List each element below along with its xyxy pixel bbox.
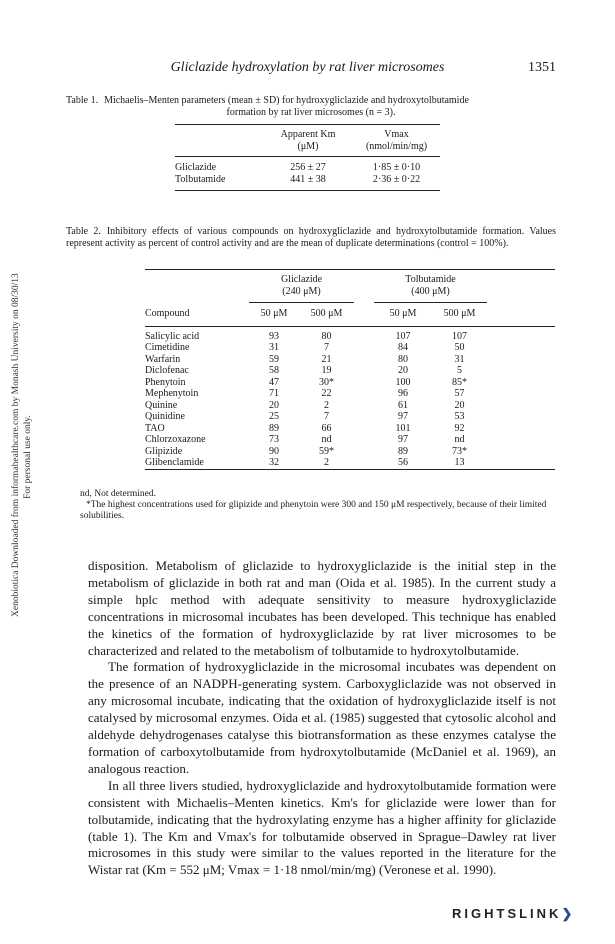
activity-value: 80 — [321, 330, 332, 342]
activity-value: nd — [454, 434, 465, 445]
paragraph-3: In all three livers studied, hydroxygliclazide and hydroxytolbutamide formation were consistent with Michaelis–Menten kinetics. Km's for gliclazide were lower than for tolbutamide, indicating that the hydroxylating enzyme has a higher affinity for gliclazide (table 1). The Km and Vmax's for tolbutamide observed in Sprague–Dawley rat liver microsomes in this study were similar to the values reported in the literature for the Wistar rat (Km = 552 μM; Vmax = 1·18 nmol/min/mg) (Veronese et al. 1990). — [88, 777, 556, 878]
activity-value: 21 — [321, 353, 332, 365]
paragraph-1: disposition. Metabolism of gliclazide to hydroxygliclazide is the initial step in the metabolism of gliclazide in both rat and man (Oida et al. 1985). In the current study a simple hplc method with adequate sensitivity to measure hydroxygliclazide concentrations in microsomal incubates has been developed. This technique has enabled the kinetics of the formation of hydroxygliclazide by rat liver microsomes to be characterized and related to the metabolism of tolbutamide to hydroxytolbutamide. — [88, 558, 556, 658]
activity-value: 56 — [398, 457, 408, 468]
page-number: 1351 — [528, 60, 556, 75]
table1-label: Table 1. — [66, 95, 99, 106]
compound-name: Salicylic acid — [145, 330, 200, 342]
activity-value: 13 — [454, 457, 465, 468]
table-row — [145, 423, 555, 435]
activity-value: 5 — [457, 365, 462, 376]
activity-value: 50 — [454, 342, 465, 353]
activity-value: 22 — [321, 388, 332, 399]
compound-name: Glibenclamide — [145, 457, 204, 468]
activity-value: 32 — [269, 457, 279, 468]
activity-value: 71 — [269, 388, 279, 399]
table2-group-gliclazide-line2: (240 μM) — [282, 285, 321, 297]
activity-value: 84 — [398, 342, 408, 353]
compound-name: Quinidine — [145, 411, 185, 422]
activity-value: 101 — [395, 422, 411, 434]
activity-value: 89 — [398, 445, 408, 457]
side-watermark-line2: For personal use only. — [23, 415, 33, 499]
activity-value: 30* — [319, 376, 334, 388]
activity-value: 31 — [454, 353, 465, 365]
table-row — [145, 388, 555, 400]
side-watermark — [10, 273, 34, 617]
activity-value: 59 — [269, 353, 279, 365]
table-row — [145, 400, 555, 412]
activity-value: 20 — [398, 365, 408, 376]
table2-caption-text: Inhibitory effects of various compounds on hydroxygliclazide and hydroxytolbutamide formation. Values represent activity as percent of control activity and are the mean of duplicate determinations (control = 100%). — [66, 226, 556, 249]
table2-group-gliclazide-line1: Gliclazide — [280, 274, 323, 285]
table1-caption-line2: formation by rat liver microsomes (n = 3). — [226, 107, 396, 118]
activity-value: 31 — [269, 342, 279, 353]
activity-value: 66 — [321, 422, 332, 434]
activity-value: 97 — [398, 411, 408, 422]
table2-body — [145, 331, 555, 470]
activity-value: 47 — [269, 376, 279, 388]
table1-caption-line1: Michaelis–Menten parameters (mean ± SD) for hydroxygliclazide and hydroxytolbutamide — [104, 95, 469, 106]
activity-value: 97 — [398, 434, 408, 445]
activity-value: 85* — [452, 376, 467, 388]
table-row — [145, 457, 555, 469]
activity-value: 19 — [321, 365, 332, 376]
activity-value: 57 — [454, 388, 465, 399]
compound-name: TAO — [145, 422, 165, 434]
table-row — [145, 365, 555, 377]
running-title: Gliclazide hydroxylation by rat liver microsomes — [170, 60, 445, 75]
table1-col-vmax-line1: Vmax — [384, 129, 409, 140]
rightslink-logo[interactable] — [452, 906, 575, 922]
table2-group-tolbutamide-line1: Tolbutamide — [405, 274, 456, 285]
activity-value: 2 — [324, 399, 329, 411]
compound-name: Phenytoin — [145, 376, 186, 388]
table1-caption — [66, 95, 556, 119]
activity-value: 80 — [398, 353, 408, 365]
activity-value: 2 — [324, 457, 329, 468]
activity-value: 7 — [324, 411, 329, 422]
activity-value: 7 — [324, 342, 329, 353]
activity-value: 107 — [395, 330, 411, 342]
chevron-right-icon: ❯ — [561, 906, 576, 921]
compound-name: Chlorzoxazone — [145, 434, 206, 445]
activity-value: 20 — [454, 399, 465, 411]
activity-value: 25 — [269, 411, 279, 422]
activity-value: 90 — [269, 445, 279, 457]
table-row — [145, 354, 555, 366]
table2-compound-header: Compound — [145, 308, 190, 319]
compound-name: Quinine — [145, 399, 178, 411]
compound-name: Cimetidine — [145, 342, 190, 353]
table-row — [145, 377, 555, 389]
table-row — [145, 411, 555, 423]
activity-value: 58 — [269, 365, 279, 376]
paragraph-2: The formation of hydroxygliclazide in the microsomal incubates was dependent on the presence of an NADPH-generating system. Carboxygliclazide was not observed in any microsomal incubate, indicating that the oxidation of hydroxygliclazide itself is not catalysed by microsomal enzymes. Oida et al. (1985) suggested that cytosolic alcohol and aldehyde dehydrogenases catalyse this biotransformation as these enzymes catalyse the formation of carboxytolbutamide from hydroxytolbutamide (McDaniel et al. 1969), an analogous reaction. — [88, 659, 556, 776]
activity-value: 96 — [398, 388, 408, 399]
side-watermark-line1: Xenobiotica Downloaded from informahealthcare.com by Monash University on 08/30/13 — [11, 273, 21, 617]
table-row: Gliclazide 256 ± 27 1·85 ± 0·10 — [175, 157, 440, 174]
table-row: Tolbutamide 441 ± 38 2·36 ± 0·22 — [175, 173, 421, 185]
table2-note-nd: nd, Not determined. — [80, 489, 156, 499]
table2-label: Table 2. — [66, 226, 101, 237]
table1-col-vmax-line2: (nmol/min/mg) — [365, 140, 428, 152]
table-row — [145, 434, 555, 446]
rightslink-logo-text: RIGHTSLINK — [452, 906, 562, 921]
table1-col-km-line1: Apparent Km — [280, 129, 336, 140]
table-row — [145, 331, 555, 343]
table-row — [145, 446, 555, 458]
activity-value: 53 — [454, 411, 465, 422]
activity-value: 107 — [452, 330, 467, 342]
compound-name: Diclofenac — [145, 365, 189, 376]
table1 — [175, 124, 440, 191]
table2-note-star: *The highest concentrations used for glipizide and phenytoin were 300 and 150 μM respectively, because of their limited solubilities. — [80, 500, 547, 521]
body-text — [88, 558, 556, 879]
table2-notes — [80, 489, 560, 522]
table2-caption — [66, 226, 556, 250]
table2-group-tolbutamide-line2: (400 μM) — [411, 285, 450, 297]
table1-col-km-line2: (μM) — [297, 140, 319, 152]
activity-value: 100 — [395, 376, 411, 388]
compound-name: Warfarin — [145, 353, 181, 365]
activity-value: 20 — [269, 399, 279, 411]
compound-name: Mephenytoin — [145, 388, 199, 399]
activity-value: 73 — [269, 434, 279, 445]
activity-value: 89 — [269, 422, 279, 434]
activity-value: 59* — [319, 445, 334, 457]
activity-value: 73* — [452, 445, 467, 457]
activity-value: 93 — [269, 330, 279, 342]
compound-name: Glipizide — [145, 445, 183, 457]
activity-value: 61 — [398, 399, 408, 411]
activity-value: 92 — [454, 422, 465, 434]
activity-value: nd — [321, 434, 332, 445]
table2: Gliclazide Tolbutamide (240 μM) (400 μM) Compound 50 μM 500 μM 50 μM 500 μM Salicylic acid 93 80 107 107 Cimetidine 31 7 84 50 Warfarin 59 21 80 31 Diclofenac 58 19 20 5 Phenytoin 47 30* 100 85* Mephenytoin 71 22 96 57 Quinine 20 2 61 20 Quinidine 25 7 97 53 TAO 89 66 101 92 Chlorzoxazone 73 nd 97 nd Glipizide 90 59* 89 73* Glibenclamide 32 2 56 13 — [145, 269, 555, 470]
table-row — [145, 342, 555, 354]
